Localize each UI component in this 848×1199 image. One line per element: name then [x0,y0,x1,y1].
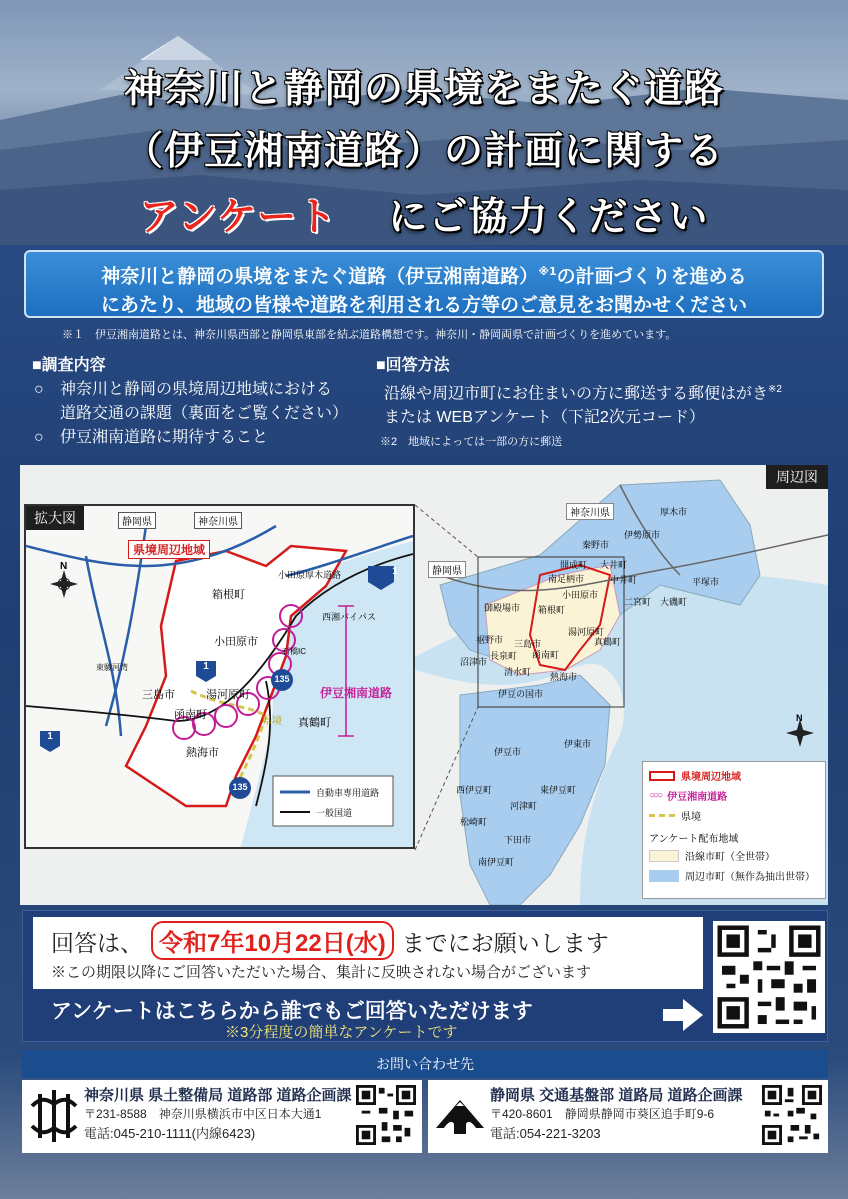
label-kannami-main: 函南町 [532,650,560,660]
inset-route-135-b: 135 [232,782,248,792]
inset-label-hakone: 箱根町 [212,589,245,601]
title-request: にご協力ください [388,195,709,240]
label-izu: 伊豆市 [494,747,522,757]
survey-qr-code[interactable] [713,921,825,1033]
label-oiso: 大磯町 [660,597,688,607]
inset-label-border-area: 県境周辺地域 [128,540,210,559]
bullet-2: ○ [34,429,44,446]
inset-route-1-b: 1 [392,566,398,577]
label-minamiashigara: 南足柄市 [548,574,585,584]
inset-label-shizuoka: 静岡県 [118,512,156,529]
survey-item-1a: 神奈川と静岡の県境周辺地域における [60,381,333,398]
label-numazu: 沼津市 [460,657,488,667]
deadline-line [51,921,609,960]
label-manazuru-main: 真鶴町 [594,637,622,647]
title-line-1: 神奈川と静岡の県境をまたぐ道路 [123,67,724,112]
label-gotemba: 御殿場市 [484,603,521,613]
intro-line-1a: 神奈川と静岡の県境をまたぐ道路（伊豆湘南道路） [101,265,539,288]
label-kaisei: 開成町 [560,560,588,570]
inset-label-ishibashi-ic: 石橋IC [282,647,306,656]
kanagawa-dept: 神奈川県 県土整備局 道路部 道路企画課 [84,1087,352,1104]
legend-izu-shonan: 伊豆湘南道路 [667,792,728,803]
inset-label-tobu: 東駿河湾 [96,663,128,672]
label-atami-main: 熱海市 [550,672,578,682]
method-line-1: 沿線や周辺市町にお住まいの方に郵送する郵便はがき [384,385,769,403]
title-line-2: （伊豆湘南道路）の計画に関する [123,129,724,174]
label-minamiizu: 南伊豆町 [478,857,515,867]
shizuoka-emblem-icon [432,1086,488,1146]
label-hiratsuka: 平塚市 [692,577,720,587]
survey-item-2: 伊豆湘南道路に期待すること [60,429,269,446]
label-izunokuni: 伊豆の国市 [498,689,544,699]
label-mishima-main: 三島市 [514,639,542,649]
intro-sup: ※1 [538,265,557,278]
label-north-main: N [796,713,803,723]
shizuoka-phone[interactable]: 電話:054-221-3203 [490,1126,601,1141]
inset-legend-national: 一般国道 [316,808,353,818]
label-oi: 大井町 [600,560,628,570]
legend-along: 沿線市町（全世帯） [685,852,775,863]
label-higashiizu: 東伊豆町 [540,785,577,795]
legend-kenkyo: 県境 [681,812,701,823]
inset-label-manazuru: 真鶴町 [298,717,331,729]
label-isehara: 伊勢原市 [624,530,661,540]
inset-label-yugawara: 湯河原町 [206,689,250,701]
kanagawa-address: 〒231-8588 神奈川県横浜市中区日本大通1 [84,1107,322,1121]
deadline-prefix: 回答は、 [51,930,143,956]
survey-heading: ■調査内容 [32,357,106,374]
map-tag-inset: 拡大図 [26,506,84,530]
inset-route-1-c: 1 [47,731,53,742]
inset-map [24,504,415,849]
inset-label-izu-shonan: 伊豆湘南道路 [320,686,393,700]
deadline-note: ※この期限以降にご回答いただいた場合、集計に反映されない場合がございます [51,964,592,981]
inset-route-1-a: 1 [203,661,209,672]
label-ninomiya: 二宮町 [624,597,652,607]
label-atsugi: 厚木市 [660,507,688,517]
label-shizuoka-main: 静岡県 [428,561,466,578]
map-tag-overview: 周辺図 [766,465,828,489]
inset-label-kanagawa: 神奈川県 [194,512,242,529]
kanagawa-phone[interactable]: 電話:045-210-1111(内線6423) [84,1126,256,1141]
method-list [384,378,782,430]
deadline-date: 令和7年10月22日(水) [151,921,394,960]
label-odawara-main: 小田原市 [562,590,599,600]
intro-line-2: にあたり、地域の皆様や道路を利用される方等のご意見をお聞かせください [100,294,747,317]
inset-label-kannami: 函南町 [174,709,207,721]
method-line-2: または WEBアンケート（下記2次元コード） [384,409,705,427]
intro-banner [24,250,824,318]
contact-shizuoka [428,1080,828,1153]
label-shimoda: 下田市 [504,835,532,845]
method-sup: ※2 [768,384,782,395]
shizuoka-dept: 静岡県 交通基盤部 道路局 道路企画課 [490,1087,743,1104]
contact-kanagawa [22,1080,422,1153]
label-matsuzaki: 松崎町 [460,817,488,827]
deadline-suffix: までにお願いします [401,930,609,956]
label-nakai: 中井町 [610,575,638,585]
footnote-2: ※2 地域によっては一部の方に郵送 [380,436,563,448]
inset-legend-expressway: 自動車専用道路 [316,788,380,798]
map-legend: 県境周辺地域 ○○○ 伊豆湘南道路 県境 アンケート配布地域 沿線市町（全世帯） 周辺市町（無作為抽出世帯） [642,761,826,899]
map-area [20,465,828,905]
shizuoka-qr-code[interactable] [762,1085,822,1145]
label-hadano: 秦野市 [582,540,610,550]
footnote-1: ※１ 伊豆湘南道路とは、神奈川県西部と静岡県東部を結ぶ道路構想です。神奈川・静岡両県で計画づくりを進めています。 [62,329,677,341]
bullet-1: ○ [34,381,44,398]
inset-label-odawara: 小田原市 [214,636,258,648]
survey-item-1b: 道路交通の課題（裏面をご覧ください） [60,405,349,422]
shizuoka-address: 〒420-8601 静岡県静岡市葵区追手町9-6 [490,1107,715,1121]
inset-label-kenkyo: 県境 [262,716,282,727]
label-ito: 伊東市 [564,739,592,749]
title-line-3 [0,186,848,242]
inset-label-north: N [60,561,68,572]
label-hakone-main: 箱根町 [538,605,566,615]
method-heading: ■回答方法 [376,357,450,374]
label-kawazu: 河津町 [510,801,538,811]
inset-label-odawara-atsugi: 小田原厚木道路 [278,570,342,580]
legend-around: 周辺市町（無作為抽出世帯） [685,872,815,883]
label-yugawara-main: 湯河原町 [568,627,605,637]
label-nishiizu: 西伊豆町 [456,785,493,795]
legend-border-area: 県境周辺地域 [681,772,741,783]
label-nagaizumi: 長泉町 [490,651,518,661]
inset-label-mishima: 三島市 [142,689,175,701]
title-survey-word: アンケート [139,195,338,240]
web-survey-link-text[interactable]: アンケートはこちらから誰でもご回答いただけます [51,1000,533,1023]
web-survey-note: ※3分程度の簡単なアンケートです [225,1024,458,1041]
intro-line-1b: の計画づくりを進める [556,265,747,288]
contact-heading: お問い合わせ先 [22,1050,828,1078]
label-susono: 裾野市 [476,635,504,645]
arrow-right-icon [663,999,703,1031]
kanagawa-emblem-icon [26,1086,82,1146]
label-shimizu: 清水町 [504,667,532,677]
label-kanagawa-main: 神奈川県 [566,503,614,520]
legend-dist-title: アンケート配布地域 [649,834,739,845]
deadline-box [33,917,703,989]
inset-route-135-a: 135 [274,674,290,684]
inset-label-seisho-bypass: 西湘バイパス [322,612,376,622]
kanagawa-qr-code[interactable] [356,1085,416,1145]
deadline-panel [22,910,828,1042]
inset-label-atami: 熱海市 [186,747,219,759]
survey-list [34,378,348,450]
